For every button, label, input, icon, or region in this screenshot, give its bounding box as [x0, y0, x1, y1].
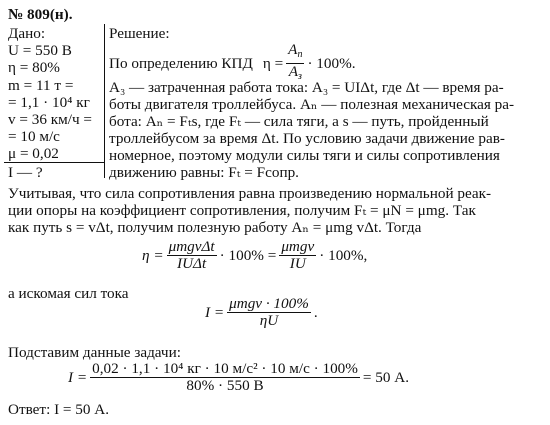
formula-numeric: [68, 361, 409, 394]
fraction-numerator: μmgv: [281, 238, 315, 255]
solution-line: троллейбусом за время Δt. По условию задачи движение рав-: [109, 130, 505, 147]
given-separator: [104, 24, 105, 178]
solution-heading: Решение:: [109, 25, 170, 42]
solution-line: движению равны: Fₜ = Fсопр.: [109, 164, 299, 181]
solution-line: бота: Aₙ = Fₜs, где Fₜ — сила тяги, а s — путь, пройденный: [109, 113, 489, 130]
solution-line: номерное, поэтому модули силы тяги и силы сопротивления: [109, 147, 500, 164]
formula-efficiency: [142, 239, 367, 272]
formula-lhs: I =: [205, 303, 225, 321]
paragraph-line: Учитывая, что сила сопротивления равна произведению нормальной реак-: [8, 185, 492, 202]
formula-fraction: [279, 239, 316, 272]
fraction-denominator: 80% · 550 В: [186, 377, 264, 394]
given-heading: Дано:: [8, 25, 46, 42]
given-line: = 10 м/с: [8, 128, 60, 145]
given-line: η = 80%: [8, 59, 60, 76]
formula-fraction: [90, 361, 360, 394]
fraction-denominator: IU: [289, 255, 306, 272]
formula-end: · 100%,: [319, 246, 368, 264]
paragraph-line: как путь s = vΔt, получим полезную работу Aₙ = μmg vΔt. Тогда: [8, 219, 422, 236]
given-line: = 1,1 · 10⁴ кг: [8, 94, 90, 111]
fraction-numerator: μmgvΔt: [168, 238, 215, 255]
formula-fraction: [167, 239, 217, 272]
fraction-denominator: $A_з$: [288, 63, 302, 82]
formula-lhs: I =: [68, 368, 88, 386]
formula-mid: · 100% =: [219, 246, 277, 264]
fraction-numerator: $A_п$: [286, 42, 304, 64]
given-line: m = 11 т =: [8, 77, 74, 94]
current-text: а искомая сил тока: [8, 285, 129, 302]
given-divider: [4, 162, 104, 163]
answer: Ответ: I = 50 А.: [8, 401, 110, 418]
formula-fraction: [227, 296, 311, 329]
definition-text: По определению КПД: [109, 54, 253, 72]
fraction-denominator: ηU: [259, 312, 279, 329]
problem-number: № 809(н).: [8, 6, 73, 23]
given-line: U = 550 В: [8, 42, 72, 59]
formula-current: [205, 296, 318, 329]
fraction-denominator: IUΔt: [177, 255, 207, 272]
substitute-text: Подставим данные задачи:: [8, 344, 181, 361]
paragraph-line: ции опоры на коэффициент сопротивления, получим Fₜ = μN = μmg. Так: [8, 202, 476, 219]
solution-line: A₃ — затраченная работа тока: A₃ = UIΔt, где Δt — время ра-: [109, 79, 504, 96]
fraction-numerator: μmgv · 100%: [229, 295, 309, 312]
fraction-numerator: 0,02 · 1,1 · 10⁴ кг · 10 м/с² · 10 м/с · 100%: [92, 360, 358, 377]
eta-lhs: η =: [262, 54, 284, 72]
formula-lhs: η =: [142, 246, 164, 264]
times-100: · 100%.: [307, 54, 356, 72]
solution-line: боты двигателя троллейбуса. Aₙ — полезная механическая ра-: [109, 96, 515, 113]
find-line: I — ?: [8, 164, 43, 181]
given-line: v = 36 км/ч =: [8, 111, 92, 128]
given-line: μ = 0,02: [8, 145, 59, 162]
formula-end: .: [313, 303, 318, 321]
formula-end: = 50 А.: [362, 368, 410, 386]
